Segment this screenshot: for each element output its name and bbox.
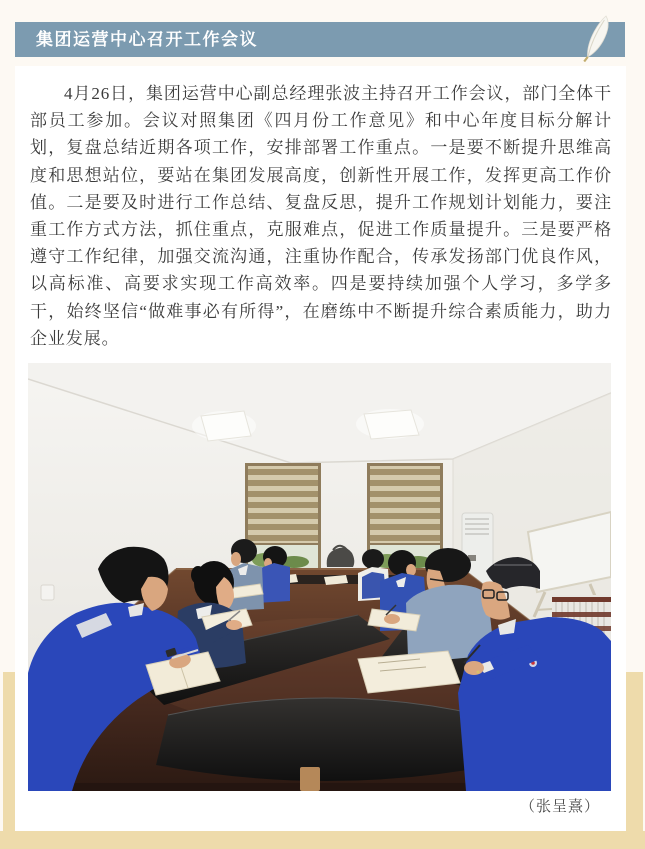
article-header-bar (15, 22, 625, 57)
meeting-photo[interactable] (28, 363, 611, 791)
meeting-photo-scene (28, 363, 611, 791)
article-paragraph: 4月26日，集团运营中心副总经理张波主持召开工作会议，部门全体干部员工参加。会议对照集团《四月份工作意见》和中心年度目标分解计划，复盘总结近期各项工作，安排部署工作重点。一是要不断提升思维高度和思想站位，要站在集团发展高度，创新性开展工作，发挥更高工作价值。二是要及时进行工作总结、复盘反思，提升工作规划计划能力，要注重工作方式方法，抓住重点，克服难点，促进工作质量提升。三是要严格遵守工作纪律，加强交流沟通，注重协作配合，传承发扬部门优良作风，以高标准、高要求实现工作高效率。四是要持续加强个人学习，多学多干，始终坚信“做难事必有所得”，在磨练中不断提升综合素质能力，助力企业发展。 (30, 84, 612, 348)
page-title: 集团运营中心召开工作会议 (36, 30, 258, 49)
ceiling-light-right (356, 409, 424, 439)
tan-border-right (626, 672, 643, 849)
quill-feather-icon (581, 15, 612, 62)
ceiling-light-left (192, 411, 256, 441)
light-switch (41, 585, 54, 600)
tan-border-bottom (0, 831, 645, 849)
photo-byline: （张呈熹） (519, 799, 600, 815)
